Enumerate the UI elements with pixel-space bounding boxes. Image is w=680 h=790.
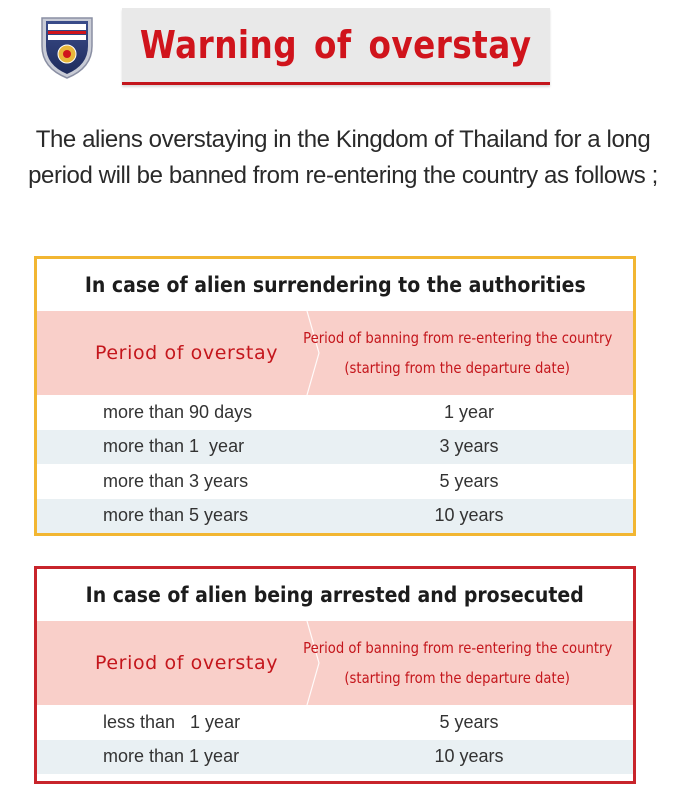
title-banner (122, 8, 550, 85)
arrested-table-header (37, 621, 633, 705)
ban-cell: 10 years (434, 505, 504, 526)
ban-cell: 3 years (439, 436, 499, 457)
arrested-table (34, 566, 636, 784)
surrender-table-header (37, 311, 633, 395)
table-row (37, 740, 633, 775)
ban-cell: 5 years (439, 470, 499, 491)
ban-cell: 5 years (439, 711, 499, 732)
surrender-table-title: In case of alien surrendering to the authorities (84, 273, 586, 297)
table-row (37, 430, 633, 465)
surrender-table (34, 256, 636, 536)
police-shield-logo (38, 12, 96, 80)
table-row (37, 464, 633, 499)
page-title: Warning of overstay (140, 23, 532, 67)
column-header-ban: Period of banning from re-entering the country (starting from the departure date) (302, 639, 612, 687)
period-cell: more than 90 days (103, 401, 253, 422)
period-cell: more than 1 year (103, 436, 245, 457)
arrested-table-title: In case of alien being arrested and prosecuted (85, 583, 585, 607)
column-header-period: Period of overstay (95, 342, 279, 364)
ban-cell: 10 years (434, 746, 504, 767)
period-cell: more than 1 year (103, 746, 240, 767)
period-cell: less than 1 year (103, 711, 241, 732)
intro-paragraph (18, 122, 668, 194)
table-row (37, 395, 633, 430)
column-header-period: Period of overstay (95, 652, 279, 674)
ban-cell: 1 year (443, 401, 495, 422)
column-header-ban: Period of banning from re-entering the country (starting from the departure date) (302, 329, 612, 377)
period-cell: more than 5 years (103, 505, 249, 526)
table-row (37, 499, 633, 534)
intro-line-1: The aliens overstaying in the Kingdom of Thailand for a long (35, 126, 651, 153)
table-row (37, 705, 633, 740)
intro-line-2: period will be banned from re-entering the country as follows ; (28, 162, 658, 189)
period-cell: more than 3 years (103, 470, 249, 491)
police-shield-icon (38, 12, 96, 80)
